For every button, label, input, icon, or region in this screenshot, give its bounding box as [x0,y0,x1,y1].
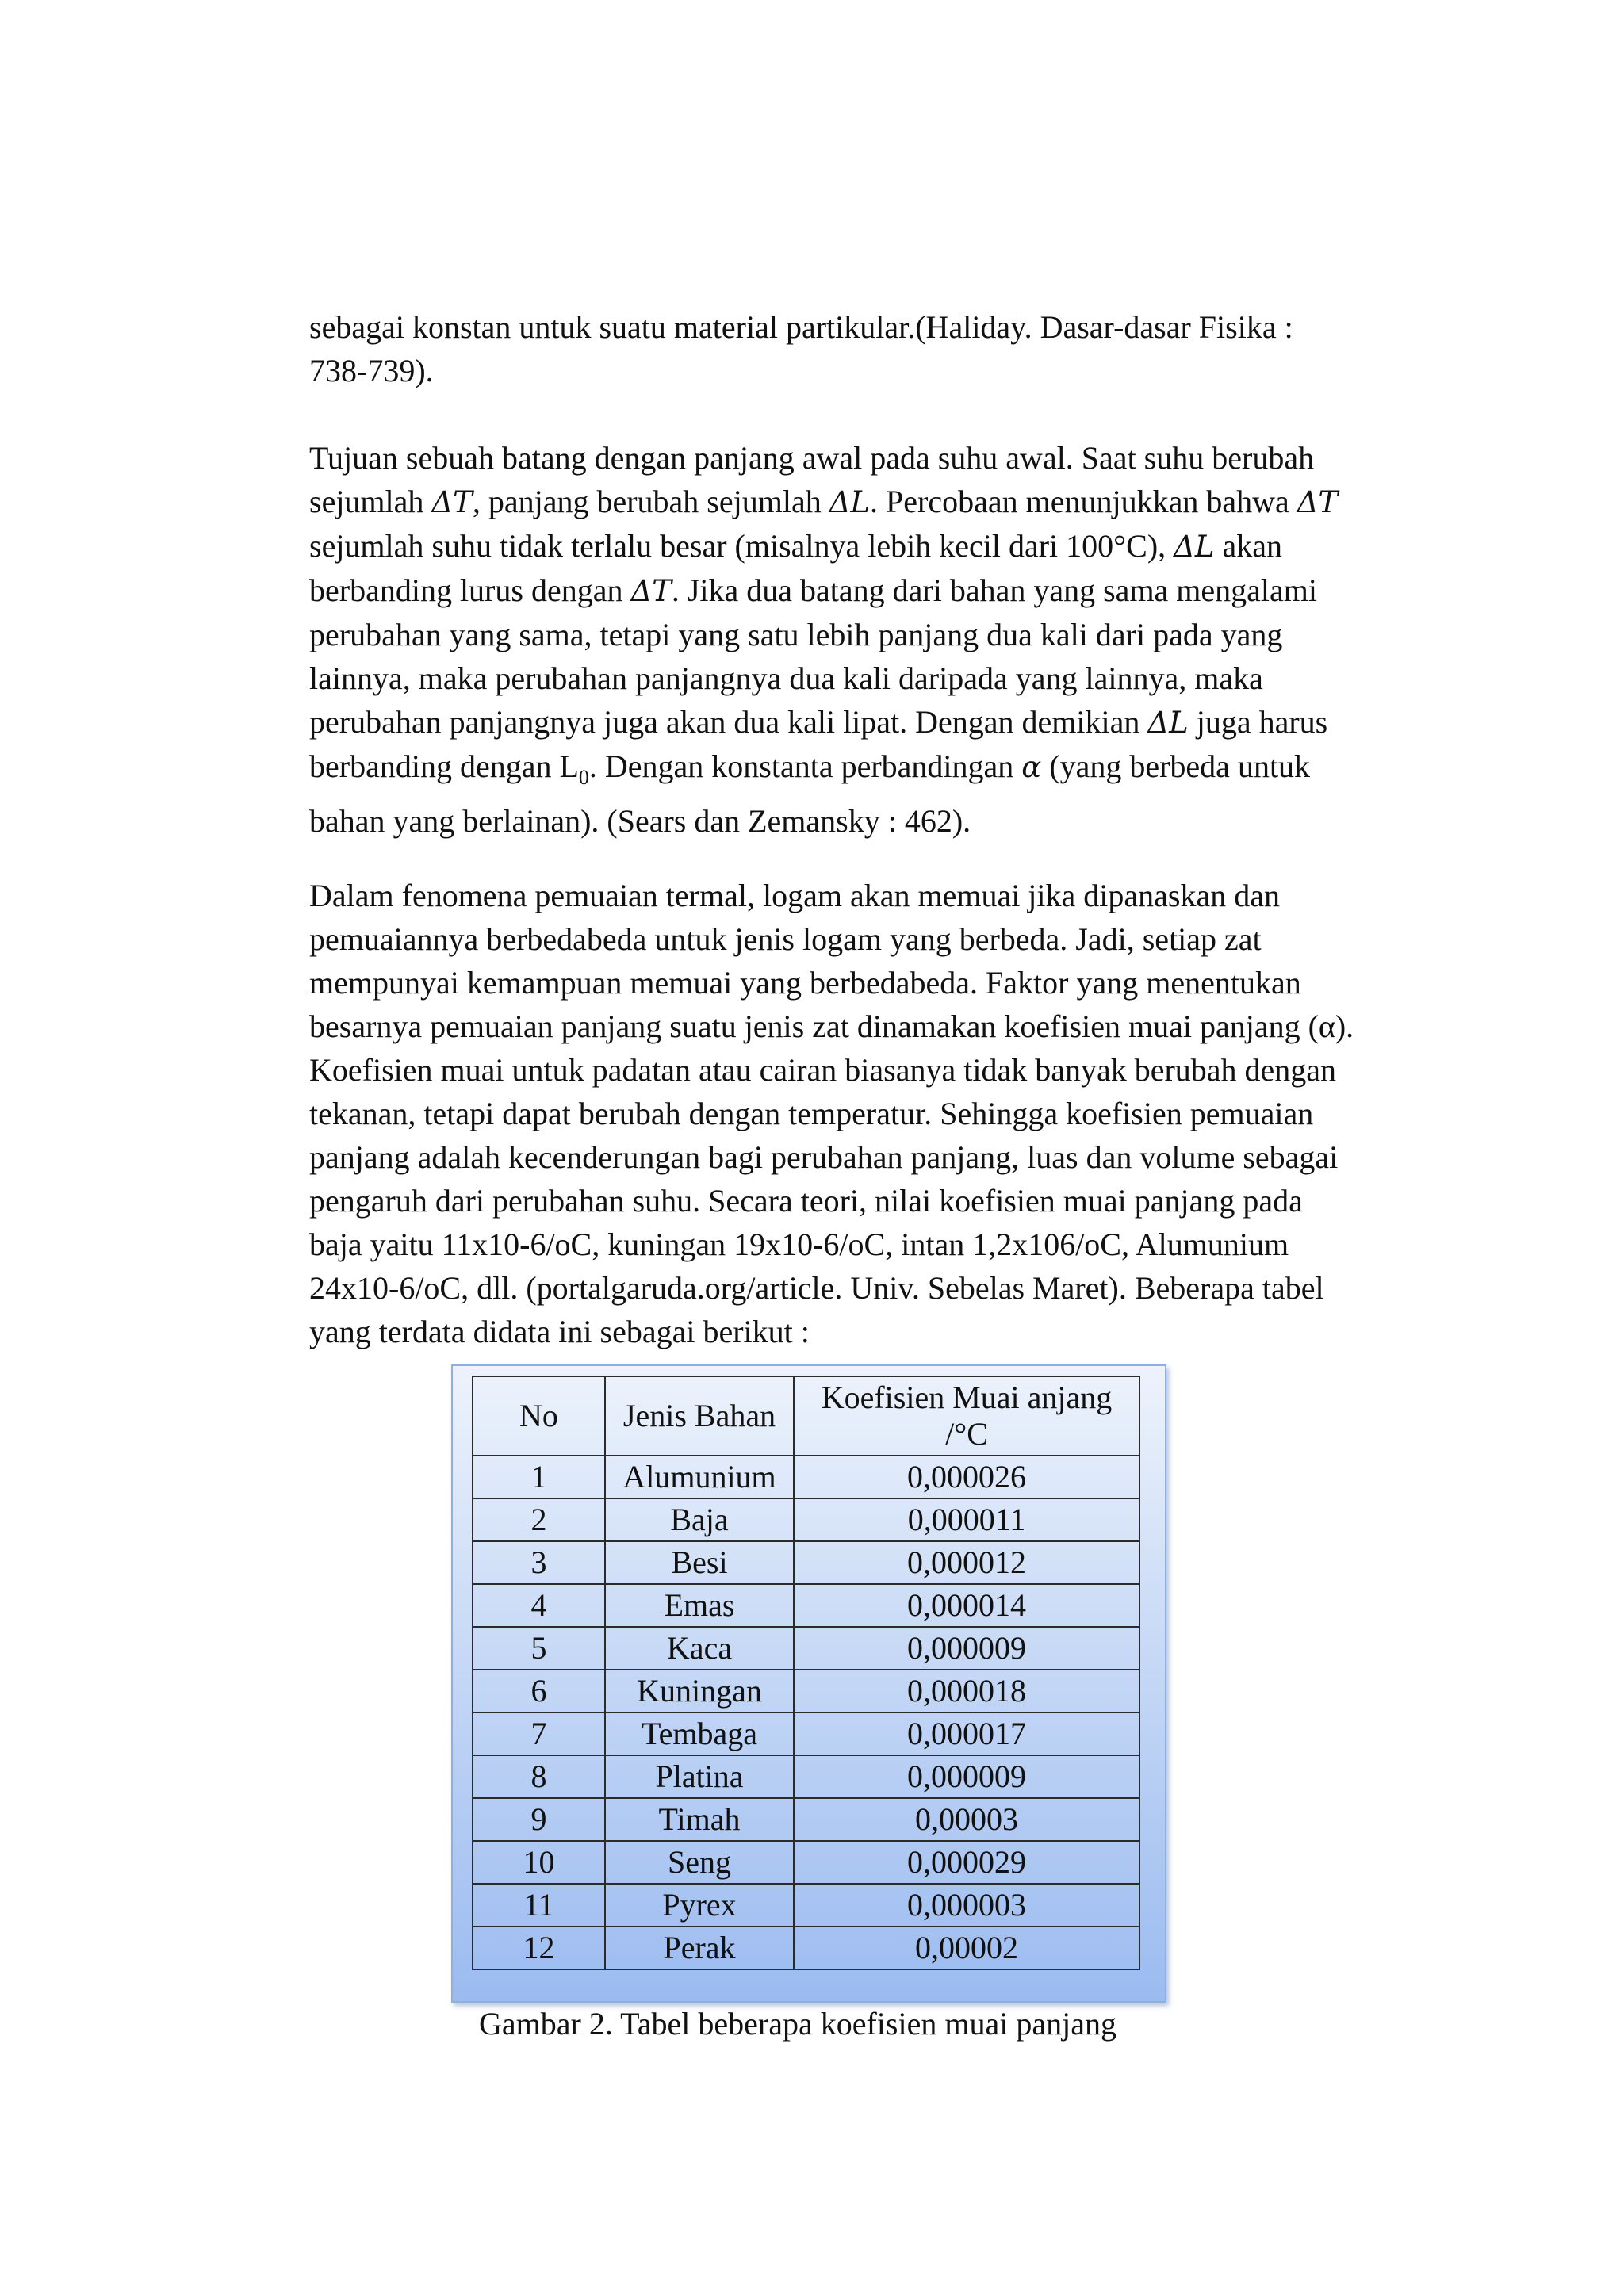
header-no: No [473,1376,605,1456]
math-delta-t: ΔT [431,485,473,519]
paragraph-line: Koefisien muai untuk padatan atau cairan biasanya tidak banyak berubah dengan [309,1052,1337,1088]
cell-no: 10 [473,1841,605,1884]
text-run: berbanding dengan L [309,748,579,784]
table-row [473,1841,1139,1884]
cell-jenis-bahan: Besi [605,1541,794,1584]
table-row [473,1798,1139,1841]
paragraph-line: baja yaitu 11x10-6/oC, kuningan 19x10-6/oC, intan 1,2x106/oC, Alumunium [309,1226,1289,1262]
cell-koefisien: 0,000012 [794,1541,1139,1584]
cell-jenis-bahan: Emas [605,1584,794,1627]
cell-no: 7 [473,1712,605,1755]
table-row [473,1584,1139,1627]
paragraph-line: bahan yang berlainan). (Sears dan Zemansky : 462). [309,803,971,839]
cell-jenis-bahan: Perak [605,1927,794,1969]
paragraph-line: tekanan, tetapi dapat berubah dengan temperatur. Sehingga koefisien pemuaian [309,1096,1314,1131]
cell-jenis-bahan: Kuningan [605,1670,794,1712]
paragraph-3 [309,874,1404,1353]
cell-no: 9 [473,1798,605,1841]
table-figure [451,1364,1166,2003]
header-koefisien-line2: /°C [945,1416,988,1452]
cell-jenis-bahan: Platina [605,1755,794,1798]
cell-jenis-bahan: Kaca [605,1627,794,1670]
table-row [473,1498,1139,1541]
math-alpha: α [1021,750,1042,784]
text-run: . Dengan konstanta perbandingan [588,748,1022,784]
paragraph-line: sebagai konstan untuk suatu material partikular.(Haliday. Dasar-dasar Fisika : [309,309,1293,345]
table-row [473,1712,1139,1755]
subscript-zero: 0 [578,766,589,789]
text-run: sejumlah [309,484,432,519]
math-delta-t: ΔT [630,574,672,608]
paragraph-line: perubahan yang sama, tetapi yang satu lebih panjang dua kali dari pada yang [309,617,1283,652]
cell-koefisien: 0,000009 [794,1755,1139,1798]
text-run: juga harus [1188,704,1328,740]
math-delta-l: ΔL [829,485,870,519]
cell-no: 3 [473,1541,605,1584]
paragraph-line [309,744,1404,799]
paragraph-2 [309,436,1404,843]
text-run: berbanding lurus dengan [309,572,631,608]
cell-koefisien: 0,00002 [794,1927,1139,1969]
cell-no: 2 [473,1498,605,1541]
header-koefisien-line1: Koefisien Muai anjang [821,1380,1113,1415]
paragraph-line: Tujuan sebuah batang dengan panjang awal pada suhu awal. Saat suhu berubah [309,440,1315,476]
cell-jenis-bahan: Pyrex [605,1884,794,1927]
cell-koefisien: 0,000029 [794,1841,1139,1884]
cell-koefisien: 0,000009 [794,1627,1139,1670]
paragraph-line: Dalam fenomena pemuaian termal, logam akan memuai jika dipanaskan dan [309,878,1280,913]
paragraph-line [309,700,1404,744]
text-run: perubahan panjangnya juga akan dua kali lipat. Dengan demikian [309,704,1148,740]
cell-koefisien: 0,00003 [794,1798,1139,1841]
paragraph-line: besarnya pemuaian panjang suatu jenis zat dinamakan koefisien muai panjang (α). [309,1008,1354,1044]
text-run: (yang berbeda untuk [1041,748,1311,784]
cell-koefisien: 0,000003 [794,1884,1139,1927]
cell-jenis-bahan: Baja [605,1498,794,1541]
table-row [473,1456,1139,1498]
table-header-row [473,1376,1139,1456]
paragraph-line: pemuaiannya berbedabeda untuk jenis logam yang berbeda. Jadi, setiap zat [309,921,1262,957]
table-body [473,1456,1139,1969]
text-run: . Percobaan menunjukkan bahwa [870,484,1297,519]
cell-koefisien: 0,000014 [794,1584,1139,1627]
text-run: . Jika dua batang dari bahan yang sama mengalami [671,572,1318,608]
caption-text: Gambar 2. Tabel beberapa koefisien muai panjang [479,2006,1116,2042]
paragraph-line [309,568,1404,613]
cell-jenis-bahan: Seng [605,1841,794,1884]
table-row [473,1627,1139,1670]
header-jenis-bahan: Jenis Bahan [605,1376,794,1456]
paragraph-line [309,524,1404,568]
paragraph-line [309,480,1404,524]
cell-jenis-bahan: Timah [605,1798,794,1841]
cell-koefisien: 0,000017 [794,1712,1139,1755]
cell-jenis-bahan: Tembaga [605,1712,794,1755]
cell-koefisien: 0,000026 [794,1456,1139,1498]
cell-jenis-bahan: Alumunium [605,1456,794,1498]
paragraph-line: 738-739). [309,353,434,388]
paragraph-line: lainnya, maka perubahan panjangnya dua kali daripada yang lainnya, maka [309,660,1263,696]
text-run: , panjang berubah sejumlah [472,484,829,519]
table-row [473,1541,1139,1584]
cell-no: 6 [473,1670,605,1712]
cell-no: 12 [473,1927,605,1969]
cell-no: 1 [473,1456,605,1498]
paragraph-1 [309,305,1404,392]
cell-no: 11 [473,1884,605,1927]
math-delta-t: ΔT [1297,485,1339,519]
text-run: sejumlah suhu tidak terlalu besar (misalnya lebih kecil dari 100°C), [309,528,1174,564]
coefficient-table [472,1376,1140,1970]
cell-koefisien: 0,000018 [794,1670,1139,1712]
cell-no: 8 [473,1755,605,1798]
paragraph-line: yang terdata didata ini sebagai berikut : [309,1314,810,1349]
table-row [473,1884,1139,1927]
cell-no: 4 [473,1584,605,1627]
figure-caption [0,2002,1624,2045]
paragraph-line: pengaruh dari perubahan suhu. Secara teori, nilai koefisien muai panjang pada [309,1183,1303,1219]
table-row [473,1755,1139,1798]
text-run: akan [1214,528,1282,564]
header-koefisien [794,1376,1139,1456]
paragraph-line: panjang adalah kecenderungan bagi perubahan panjang, luas dan volume sebagai [309,1139,1339,1175]
paragraph-line: mempunyai kemampuan memuai yang berbedabeda. Faktor yang menentukan [309,965,1301,1001]
table-row [473,1927,1139,1969]
cell-no: 5 [473,1627,605,1670]
cell-koefisien: 0,000011 [794,1498,1139,1541]
paragraph-line: 24x10-6/oC, dll. (portalgaruda.org/article. Univ. Sebelas Maret). Beberapa tabel [309,1270,1324,1306]
math-delta-l: ΔL [1174,530,1215,564]
math-delta-l: ΔL [1147,706,1189,740]
table-row [473,1670,1139,1712]
